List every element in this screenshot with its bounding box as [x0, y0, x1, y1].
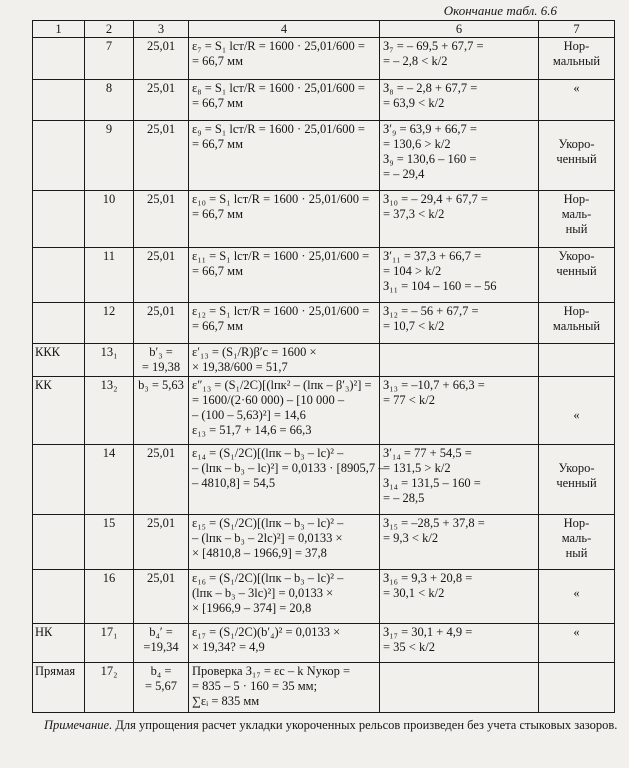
rail-number-cell: 17₂ [85, 663, 134, 713]
joint-offset-cell-line: = 35 < k/2 [383, 640, 435, 654]
joint-offset-cell-line: З₁₃ = –10,7 + 66,3 = [383, 378, 485, 392]
rail-number-cell: 17₁ [85, 624, 134, 663]
length-cell-line: 25,01 [146, 446, 176, 460]
header-row [33, 21, 615, 38]
length-cell-line: 25,01 [146, 81, 176, 95]
rail-kind-cell-line: мальный [552, 319, 601, 333]
header-col-3: 3 [134, 21, 189, 38]
curve-type-cell [33, 303, 85, 344]
rail-kind-cell [539, 80, 615, 121]
lag-formula-cell-line: = 66,7 мм [192, 96, 243, 110]
curve-type-cell [33, 515, 85, 570]
rail-number-cell: 9 [85, 121, 134, 191]
rail-kind-cell-line: маль- [561, 531, 592, 545]
joint-offset-cell [380, 570, 539, 624]
rail-number-cell: 16 [85, 570, 134, 624]
rail-kind-cell [539, 377, 615, 445]
rail-number-cell: 15 [85, 515, 134, 570]
joint-offset-cell [380, 624, 539, 663]
lag-formula-cell [189, 663, 380, 713]
length-cell-line: 25,01 [146, 304, 176, 318]
length-cell [134, 624, 189, 663]
joint-offset-cell-line: = 63,9 < k/2 [383, 96, 445, 110]
lag-formula-cell-line: = 66,7 мм [192, 264, 243, 278]
curve-type-cell: НК [33, 624, 85, 663]
curve-type-cell [33, 80, 85, 121]
rail-kind-cell-line: ченный [556, 152, 597, 166]
joint-offset-cell-line: З₁₄ = 131,5 – 160 = [383, 476, 481, 490]
lag-formula-cell [189, 377, 380, 445]
lag-formula-cell-line: ε₁₄ = (S₁/2C)[(lпк – b₃ – lc)² – [192, 446, 344, 460]
lag-formula-cell [189, 38, 380, 80]
rail-kind-cell [539, 344, 615, 377]
length-cell-line: 25,01 [146, 192, 176, 206]
lag-formula-cell-line: = 66,7 мм [192, 137, 243, 151]
curve-type-cell [33, 191, 85, 248]
rail-kind-cell-line [542, 664, 611, 679]
joint-offset-cell-line: = 77 < k/2 [383, 393, 435, 407]
length-cell-line: b₄′ = [149, 625, 173, 639]
table-row [33, 663, 615, 713]
lag-formula-cell [189, 515, 380, 570]
rail-kind-cell [539, 570, 615, 624]
rail-kind-cell-line: Укоро- [558, 461, 595, 475]
rail-kind-cell-line [542, 393, 611, 408]
rail-kind-cell-line: « [573, 408, 580, 422]
lag-formula-cell-line: × 19,38/600 = 51,7 [192, 360, 288, 374]
lag-formula-cell [189, 303, 380, 344]
length-cell [134, 515, 189, 570]
joint-offset-cell-line: З′₁₁ = 37,3 + 66,7 = [383, 249, 482, 263]
rail-kind-cell-line: маль- [561, 207, 592, 221]
rail-kind-cell [539, 663, 615, 713]
joint-offset-cell [380, 248, 539, 303]
rail-kind-cell [539, 515, 615, 570]
lag-formula-cell [189, 191, 380, 248]
joint-offset-cell-line: = – 2,8 < k/2 [383, 54, 448, 68]
rail-kind-cell [539, 624, 615, 663]
lag-formula-cell-line: – (lпк – b₃ – lc)²] = 0,0133 · [8905,7 – [192, 461, 385, 475]
length-cell-line: 25,01 [146, 122, 176, 136]
lag-formula-cell [189, 121, 380, 191]
joint-offset-cell-line: З₁₁ = 104 – 160 = – 56 [383, 279, 497, 293]
joint-offset-cell [380, 445, 539, 515]
curve-type-cell [33, 38, 85, 80]
footnote-label: Примечание. [44, 718, 113, 732]
joint-offset-cell-line [383, 664, 535, 679]
lag-formula-cell [189, 344, 380, 377]
length-cell-line: =19,34 [143, 640, 179, 654]
curve-type-cell: КК [33, 377, 85, 445]
curve-type-cell: ККК [33, 344, 85, 377]
length-cell-line: = 5,67 [144, 679, 178, 693]
lag-formula-cell-line: ε₁₅ = (S₁/2C)[(lпк – b₃ – lc)² – [192, 516, 344, 530]
rail-kind-cell-line: ченный [556, 264, 597, 278]
rail-layout-table [32, 20, 615, 713]
footnote [44, 717, 619, 734]
curve-type-cell [33, 570, 85, 624]
length-cell-line: 25,01 [146, 571, 176, 585]
length-cell [134, 570, 189, 624]
lag-formula-cell-line: – 4810,8] = 54,5 [192, 476, 276, 490]
lag-formula-cell-line: ε₁₂ = S₁ lст/R = 1600 · 25,01/600 = [192, 304, 370, 318]
length-cell [134, 303, 189, 344]
lag-formula-cell-line: × [1966,9 – 374] = 20,8 [192, 601, 312, 615]
joint-offset-cell [380, 515, 539, 570]
lag-formula-cell-line: = 1600/(2·60 000) – [10 000 – [192, 393, 345, 407]
rail-kind-cell-line: « [573, 586, 580, 600]
lag-formula-cell [189, 624, 380, 663]
lag-formula-cell-line: – (lпк – b₃ – 2lc)²] = 0,0133 × [192, 531, 343, 545]
lag-formula-cell-line: ε₁₃ = 51,7 + 14,6 = 66,3 [192, 423, 312, 437]
joint-offset-cell-line: З₇ = – 69,5 + 67,7 = [383, 39, 484, 53]
table-row [33, 121, 615, 191]
lag-formula-cell-line: × [4810,8 – 1966,9] = 37,8 [192, 546, 327, 560]
joint-offset-cell-line: = 10,7 < k/2 [383, 319, 445, 333]
rail-kind-cell-line [542, 378, 611, 393]
lag-formula-cell-line: ε₁₆ = (S₁/2C)[(lпк – b₃ – lc)² – [192, 571, 344, 585]
lag-formula-cell-line: ε₁₇ = (S₁/2C)(b′₄)² = 0,0133 × [192, 625, 341, 639]
rail-kind-cell-line: ный [565, 546, 588, 560]
length-cell [134, 248, 189, 303]
table-row [33, 303, 615, 344]
rail-kind-cell [539, 191, 615, 248]
joint-offset-cell [380, 344, 539, 377]
joint-offset-cell-line: = 131,5 > k/2 [383, 461, 451, 475]
joint-offset-cell-line: З₁₅ = –28,5 + 37,8 = [383, 516, 485, 530]
rail-kind-cell-line [542, 122, 611, 137]
table-row [33, 624, 615, 663]
joint-offset-cell-line: З₁₇ = 30,1 + 4,9 = [383, 625, 473, 639]
table-row [33, 80, 615, 121]
table-row [33, 248, 615, 303]
joint-offset-cell-line: = – 28,5 [383, 491, 425, 505]
rail-number-cell: 10 [85, 191, 134, 248]
rail-kind-cell-line: Нор- [563, 516, 590, 530]
length-cell [134, 38, 189, 80]
rail-number-cell: 13₂ [85, 377, 134, 445]
table-row [33, 570, 615, 624]
lag-formula-cell [189, 445, 385, 515]
table-row [33, 344, 615, 377]
rail-kind-cell-line: Нор- [563, 192, 590, 206]
curve-type-cell [33, 445, 85, 515]
joint-offset-cell-line: = 130,6 > k/2 [383, 137, 451, 151]
table-row [33, 515, 615, 570]
lag-formula-cell [189, 80, 380, 121]
joint-offset-cell-line: З′₁₄ = 77 + 54,5 = [383, 446, 472, 460]
rail-kind-cell [539, 445, 615, 515]
rail-kind-cell-line [542, 571, 611, 586]
length-cell-line: = 19,38 [141, 360, 181, 374]
curve-type-cell [33, 248, 85, 303]
curve-type-cell: Прямая [33, 663, 85, 713]
header-col-7: 7 [539, 21, 615, 38]
table-row [33, 445, 615, 515]
joint-offset-cell [380, 38, 539, 80]
length-cell [134, 663, 189, 713]
joint-offset-cell-line: З₈ = – 2,8 + 67,7 = [383, 81, 478, 95]
length-cell [134, 377, 189, 445]
table-caption: Окончание табл. 6.6 [443, 3, 557, 18]
header-col-4: 4 [189, 21, 380, 38]
length-cell [134, 121, 189, 191]
length-cell-line: 25,01 [146, 516, 176, 530]
lag-formula-cell-line: ε₁₀ = S₁ lст/R = 1600 · 25,01/600 = [192, 192, 370, 206]
length-cell [134, 344, 189, 377]
lag-formula-cell-line: – (100 – 5,63)²] = 14,6 [192, 408, 306, 422]
joint-offset-cell [380, 80, 539, 121]
table-row [33, 38, 615, 80]
joint-offset-cell-line: = 37,3 < k/2 [383, 207, 445, 221]
joint-offset-cell-line: = 30,1 < k/2 [383, 586, 445, 600]
rail-kind-cell-line: Нор- [563, 39, 590, 53]
length-cell [134, 80, 189, 121]
rail-kind-cell-line: Нор- [563, 304, 590, 318]
joint-offset-cell-line: З₉ = 130,6 – 160 = [383, 152, 477, 166]
joint-offset-cell-line: З₁₂ = – 56 + 67,7 = [383, 304, 479, 318]
lag-formula-cell [189, 248, 380, 303]
length-cell-line: 25,01 [146, 39, 176, 53]
lag-formula-cell-line: = 66,7 мм [192, 207, 243, 221]
lag-formula-cell-line: = 66,7 мм [192, 319, 243, 333]
rail-kind-cell [539, 248, 615, 303]
rail-kind-cell-line: ченный [556, 476, 597, 490]
joint-offset-cell-line: З₁₀ = – 29,4 + 67,7 = [383, 192, 488, 206]
joint-offset-cell [380, 663, 539, 713]
rail-number-cell: 8 [85, 80, 134, 121]
rail-kind-cell [539, 303, 615, 344]
lag-formula-cell-line: ε′₁₃ = (S₁/R)β′c = 1600 × [192, 345, 317, 359]
lag-formula-cell-line: = 66,7 мм [192, 54, 243, 68]
lag-formula-cell-line: = 835 – 5 · 160 = 35 мм; [192, 679, 318, 693]
lag-formula-cell-line: ε₁₁ = S₁ lст/R = 1600 · 25,01/600 = [192, 249, 370, 263]
lag-formula-cell-line: ε₇ = S₁ lст/R = 1600 · 25,01/600 = [192, 39, 365, 53]
length-cell-line: b₄ = [150, 664, 172, 678]
joint-offset-cell [380, 191, 539, 248]
rail-kind-cell-line: ный [565, 222, 588, 236]
lag-formula-cell-line: × 19,34? = 4,9 [192, 640, 265, 654]
joint-offset-cell [380, 303, 539, 344]
lag-formula-cell [189, 570, 380, 624]
rail-kind-cell [539, 121, 615, 191]
rail-kind-cell-line [542, 345, 611, 360]
footnote-text: Для упрощения расчет укладки укороченных рельсов произведен без учета стыковых зазоров. [112, 718, 618, 732]
length-cell-line: b₃ = 5,63 [138, 378, 184, 392]
lag-formula-cell-line: ε₈ = S₁ lст/R = 1600 · 25,01/600 = [192, 81, 365, 95]
rail-kind-cell-line [542, 446, 611, 461]
joint-offset-cell [380, 121, 539, 191]
length-cell [134, 445, 189, 515]
lag-formula-cell-line: ε₉ = S₁ lст/R = 1600 · 25,01/600 = [192, 122, 365, 136]
lag-formula-cell-line: (lпк – b₃ – 3lc)²] = 0,0133 × [192, 586, 334, 600]
header-col-2: 2 [85, 21, 134, 38]
joint-offset-cell-line: З′₉ = 63,9 + 66,7 = [383, 122, 477, 136]
table-row [33, 377, 615, 445]
length-cell [134, 191, 189, 248]
rail-number-cell: 11 [85, 248, 134, 303]
table-row [33, 191, 615, 248]
lag-formula-cell-line: ε″₁₃ = (S₁/2C)[(lпк² – (lпк – β′₃)²] = [192, 378, 372, 392]
joint-offset-cell-line [383, 345, 535, 360]
rail-number-cell: 7 [85, 38, 134, 80]
lag-formula-cell-line: ∑εᵢ = 835 мм [192, 694, 260, 708]
rail-kind-cell [539, 38, 615, 80]
rail-kind-cell-line: « [573, 625, 580, 639]
curve-type-cell [33, 121, 85, 191]
lag-formula-cell-line: Проверка З₁₇ = εc – k Nукор = [192, 664, 351, 678]
header-col-1: 1 [33, 21, 85, 38]
rail-kind-cell-line: Укоро- [558, 249, 595, 263]
rail-kind-cell-line: мальный [552, 54, 601, 68]
length-cell-line: 25,01 [146, 249, 176, 263]
rail-kind-cell-line: Укоро- [558, 137, 595, 151]
length-cell-line: b′₃ = [149, 345, 173, 359]
joint-offset-cell-line: = 104 > k/2 [383, 264, 442, 278]
joint-offset-cell-line: З₁₆ = 9,3 + 20,8 = [383, 571, 473, 585]
joint-offset-cell [380, 377, 539, 445]
header-col-6: 6 [380, 21, 539, 38]
joint-offset-cell-line: = 9,3 < k/2 [383, 531, 439, 545]
rail-number-cell: 13₁ [85, 344, 134, 377]
rail-number-cell: 12 [85, 303, 134, 344]
rail-kind-cell-line: « [573, 81, 580, 95]
joint-offset-cell-line: = – 29,4 [383, 167, 425, 181]
rail-number-cell: 14 [85, 445, 134, 515]
